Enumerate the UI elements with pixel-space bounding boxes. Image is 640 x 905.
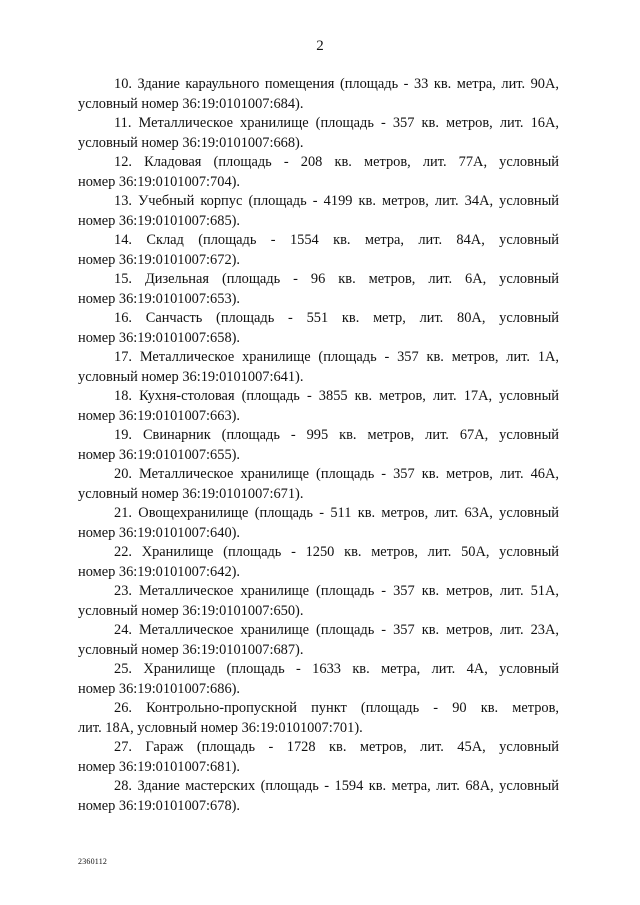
item-line-1: 21. Овощехранилище (площадь - 511 кв. метров, лит. 63А, условный bbox=[114, 505, 559, 521]
item-line-2: номер 36:19:0101007:653). bbox=[78, 290, 241, 307]
item-line-2: номер 36:19:0101007:686). bbox=[78, 680, 241, 697]
item-line-2: условный номер 36:19:0101007:687). bbox=[78, 641, 304, 658]
item-line-2: номер 36:19:0101007:678). bbox=[78, 797, 241, 814]
list-item bbox=[78, 738, 559, 777]
item-line-1: 16. Санчасть (площадь - 551 кв. метр, лит. 80А, условный bbox=[114, 310, 559, 326]
footer-code: 2360112 bbox=[78, 857, 108, 866]
item-line-1: 19. Свинарник (площадь - 995 кв. метров, лит. 67А, условный bbox=[114, 427, 559, 443]
item-line-2: условный номер 36:19:0101007:650). bbox=[78, 602, 304, 619]
item-line-2: условный номер 36:19:0101007:671). bbox=[78, 485, 304, 502]
item-line-2: номер 36:19:0101007:663). bbox=[78, 407, 241, 424]
item-line-1: 12. Кладовая (площадь - 208 кв. метров, лит. 77А, условный bbox=[114, 154, 559, 170]
item-line-1: 23. Металлическое хранилище (площадь - 357 кв. метров, лит. 51А, bbox=[114, 583, 559, 599]
item-line-1: 26. Контрольно-пропускной пункт (площадь - 90 кв. метров, bbox=[114, 700, 559, 716]
item-line-1: 15. Дизельная (площадь - 96 кв. метров, лит. 6А, условный bbox=[114, 271, 559, 287]
item-line-2: номер 36:19:0101007:658). bbox=[78, 329, 241, 346]
list-item bbox=[78, 582, 559, 621]
item-line-1: 14. Склад (площадь - 1554 кв. метра, лит. 84А, условный bbox=[114, 232, 559, 248]
list-item bbox=[78, 621, 559, 660]
list-item bbox=[78, 777, 559, 816]
page-number: 2 bbox=[316, 38, 324, 54]
list-item bbox=[78, 426, 559, 465]
item-line-2: номер 36:19:0101007:685). bbox=[78, 212, 241, 229]
item-line-2: номер 36:19:0101007:704). bbox=[78, 173, 241, 190]
item-line-2: лит. 18А, условный номер 36:19:0101007:701). bbox=[78, 719, 363, 736]
list-item bbox=[78, 699, 559, 738]
list-item bbox=[78, 309, 559, 348]
list-item bbox=[78, 348, 559, 387]
list-item bbox=[78, 75, 559, 114]
list-item bbox=[78, 504, 559, 543]
item-line-1: 20. Металлическое хранилище (площадь - 357 кв. метров, лит. 46А, bbox=[114, 466, 559, 482]
list-item bbox=[78, 270, 559, 309]
property-list bbox=[78, 75, 559, 816]
item-line-2: условный номер 36:19:0101007:641). bbox=[78, 368, 304, 385]
item-line-1: 24. Металлическое хранилище (площадь - 357 кв. метров, лит. 23А, bbox=[114, 622, 559, 638]
item-line-1: 22. Хранилище (площадь - 1250 кв. метров, лит. 50А, условный bbox=[114, 544, 559, 560]
item-line-2: номер 36:19:0101007:640). bbox=[78, 524, 241, 541]
item-line-2: условный номер 36:19:0101007:668). bbox=[78, 134, 304, 151]
item-line-1: 13. Учебный корпус (площадь - 4199 кв. метров, лит. 34А, условный bbox=[114, 193, 559, 209]
list-item bbox=[78, 387, 559, 426]
list-item bbox=[78, 660, 559, 699]
list-item bbox=[78, 465, 559, 504]
list-item bbox=[78, 543, 559, 582]
item-line-1: 27. Гараж (площадь - 1728 кв. метров, лит. 45А, условный bbox=[114, 739, 559, 755]
item-line-1: 11. Металлическое хранилище (площадь - 357 кв. метров, лит. 16А, bbox=[114, 115, 559, 131]
item-line-2: условный номер 36:19:0101007:684). bbox=[78, 95, 304, 112]
item-line-1: 17. Металлическое хранилище (площадь - 357 кв. метров, лит. 1А, bbox=[114, 349, 559, 365]
item-line-2: номер 36:19:0101007:681). bbox=[78, 758, 241, 775]
item-line-1: 18. Кухня-столовая (площадь - 3855 кв. метров, лит. 17А, условный bbox=[114, 388, 559, 404]
item-line-2: номер 36:19:0101007:672). bbox=[78, 251, 241, 268]
list-item bbox=[78, 192, 559, 231]
item-line-2: номер 36:19:0101007:642). bbox=[78, 563, 241, 580]
list-item bbox=[78, 153, 559, 192]
list-item bbox=[78, 231, 559, 270]
item-line-1: 28. Здание мастерских (площадь - 1594 кв. метра, лит. 68А, условный bbox=[114, 778, 559, 794]
item-line-2: номер 36:19:0101007:655). bbox=[78, 446, 241, 463]
item-line-1: 25. Хранилище (площадь - 1633 кв. метра, лит. 4А, условный bbox=[114, 661, 559, 677]
list-item bbox=[78, 114, 559, 153]
item-line-1: 10. Здание караульного помещения (площадь - 33 кв. метра, лит. 90А, bbox=[114, 76, 559, 92]
